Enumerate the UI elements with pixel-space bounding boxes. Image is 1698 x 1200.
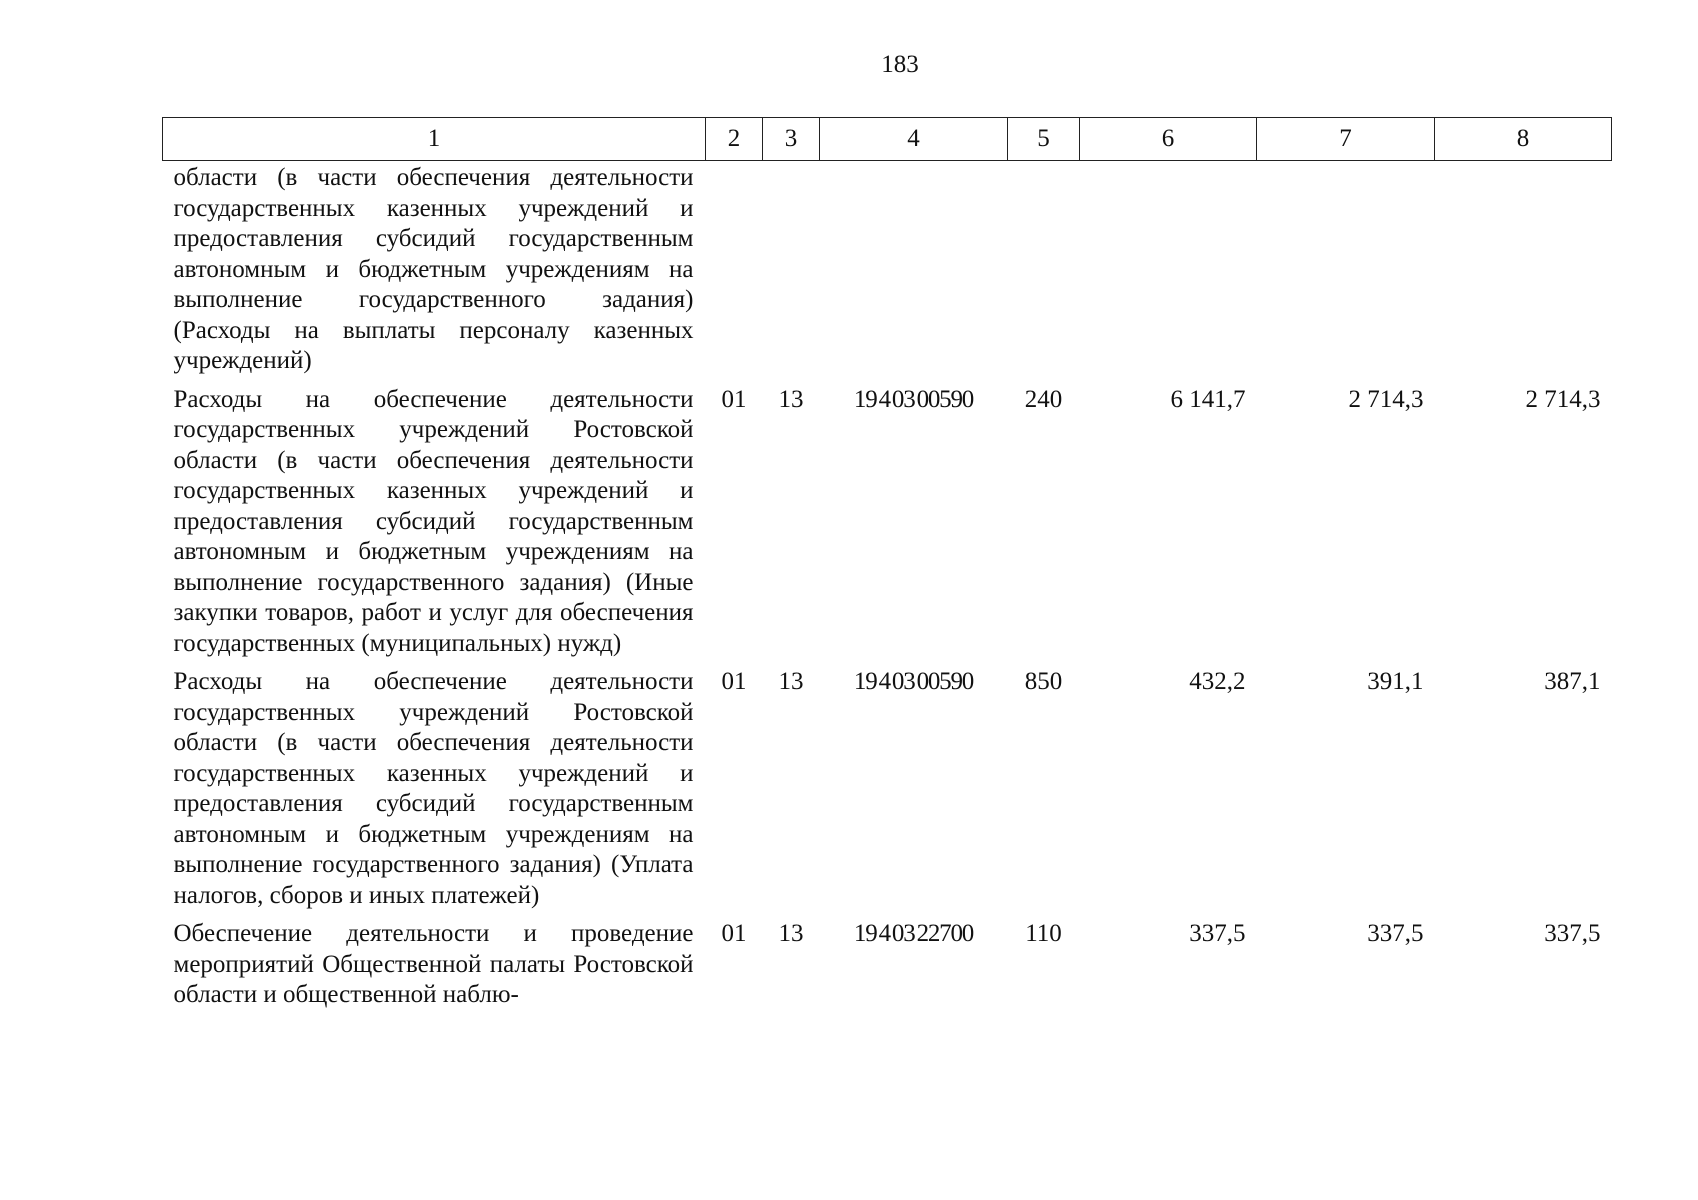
table-row	[163, 659, 1612, 911]
row-amount-1: 6 141,7	[1170, 385, 1246, 413]
table-body	[163, 161, 1612, 1011]
row-section: 01	[721, 385, 747, 413]
column-header-3: 3	[763, 118, 820, 161]
row-subsection	[763, 161, 820, 377]
row-section: 01	[721, 920, 747, 947]
row-target-article: 19 4 03 00590	[853, 668, 974, 695]
row-description: области (в части обеспечения деятельности государственных казенных учреждений и предоставления субсидий государственным автономным и бюджетным учреждениям на выполнение государственного задания) (Расходы на выплаты персоналу казенных учреждений)	[173, 164, 694, 374]
row-amount-1: 432,2	[1189, 668, 1246, 695]
row-expense-type: 240	[1024, 385, 1063, 413]
row-expense-type: 110	[1025, 920, 1062, 947]
column-header-4: 4	[820, 118, 1008, 161]
table-row	[163, 161, 1612, 377]
row-amount-1	[1080, 161, 1257, 377]
row-target-article	[820, 161, 1008, 377]
row-description: Обеспечение деятельности и проведение мероприятий Общественной палаты Ростовской области и общественной наблю-	[173, 920, 694, 1008]
row-section: 01	[721, 668, 747, 695]
column-header-5: 5	[1008, 118, 1080, 161]
budget-table	[162, 117, 1612, 1011]
table-header	[163, 118, 1612, 161]
row-amount-3: 2 714,3	[1525, 385, 1601, 413]
row-subsection: 13	[778, 920, 804, 947]
row-amount-2: 391,1	[1367, 668, 1424, 695]
table-row	[163, 911, 1612, 1011]
column-header-8: 8	[1435, 118, 1612, 161]
column-header-7: 7	[1257, 118, 1435, 161]
table-row	[163, 377, 1612, 660]
row-expense-type: 850	[1024, 668, 1063, 695]
row-amount-2: 337,5	[1367, 920, 1424, 947]
row-subsection: 13	[778, 385, 804, 413]
row-target-article: 19 4 03 22700	[853, 920, 974, 947]
column-header-6: 6	[1080, 118, 1257, 161]
row-amount-3: 387,1	[1544, 668, 1601, 695]
page-number: 183	[881, 51, 919, 78]
row-amount-1: 337,5	[1189, 920, 1246, 947]
column-header-2: 2	[706, 118, 763, 161]
column-number-row	[163, 118, 1612, 161]
row-amount-3	[1435, 161, 1612, 377]
column-header-1: 1	[163, 118, 706, 161]
row-target-article: 19 4 03 00590	[853, 385, 974, 413]
row-section	[706, 161, 763, 377]
row-description: Расходы на обеспечение деятельности государственных учреждений Ростовской области (в части обеспечения деятельности государственных казенных учреждений и предоставления субсидий государственным автономным и бюджетным учреждениям на выполнение государственного задания) (Иные закупки товаров, работ и услуг для обеспечения государственных (муниципальных) нужд)	[173, 385, 694, 657]
row-amount-2	[1257, 161, 1435, 377]
row-description: Расходы на обеспечение деятельности государственных учреждений Ростовской области (в части обеспечения деятельности государственных казенных учреждений и предоставления субсидий государственным автономным и бюджетным учреждениям на выполнение государственного задания) (Уплата налогов, сборов и иных платежей)	[173, 668, 694, 909]
row-amount-3: 337,5	[1544, 920, 1601, 947]
row-amount-2: 2 714,3	[1348, 385, 1424, 413]
row-subsection: 13	[778, 668, 804, 695]
row-expense-type	[1008, 161, 1080, 377]
